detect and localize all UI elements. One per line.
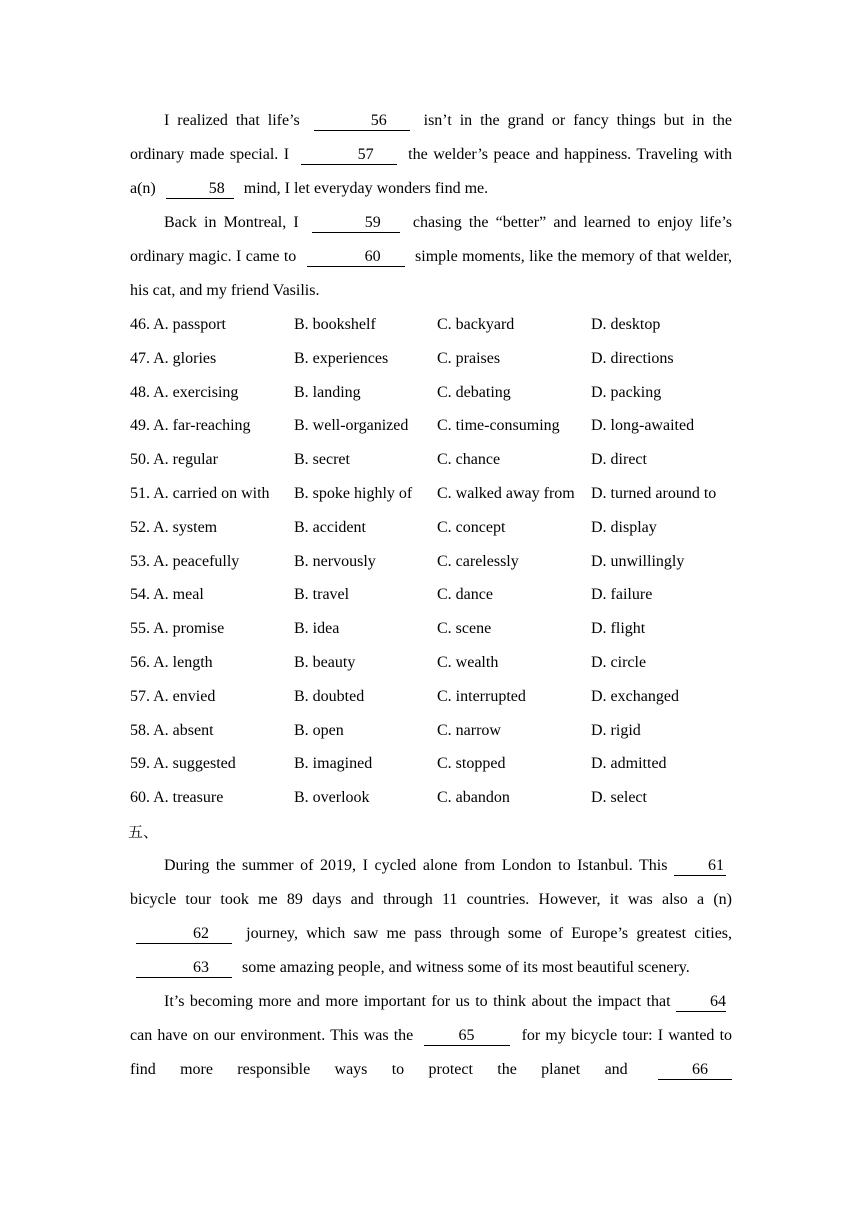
- blank-65: 65: [424, 1027, 510, 1046]
- option-c: C. wealth: [437, 653, 499, 671]
- text-segment: with a(n): [130, 146, 733, 197]
- text-segment: I wanted to find more responsible ways to protect the planet and: [130, 1026, 733, 1078]
- option-row: [130, 511, 732, 545]
- option-c: C. praises: [437, 349, 501, 367]
- option-c: C. abandon: [437, 789, 510, 807]
- option-d: D. flight: [591, 620, 646, 638]
- option-row: [130, 578, 732, 612]
- text-segment: simple moments, like the memory of that: [415, 248, 681, 265]
- option-row: [130, 545, 732, 579]
- text-segment: scenery.: [637, 958, 690, 976]
- text-segment: bicycle tour took me 89 days and through 11 countries. However, it was also: [130, 890, 688, 908]
- option-d: D. desktop: [591, 316, 661, 333]
- option-d: D. select: [591, 789, 647, 807]
- text-segment: chasing the “better” and learned to enjoy life’s: [412, 214, 732, 231]
- option-b: B. experiences: [294, 349, 389, 367]
- blank-59: 59: [312, 214, 400, 233]
- text-segment: the welder’s peace and happiness. Traveling: [408, 146, 699, 163]
- option-a: 51. A. carried on with: [130, 484, 270, 502]
- option-row: [130, 612, 732, 646]
- blank-62: 62: [136, 925, 232, 944]
- option-a: 58. A. absent: [130, 721, 214, 739]
- option-c: C. scene: [437, 620, 492, 638]
- text-segment: isn’t in the grand or fancy things but in the: [423, 112, 733, 129]
- option-b: B. secret: [294, 451, 350, 469]
- option-b: B. imagined: [294, 755, 373, 773]
- options-list: [130, 308, 732, 815]
- blank-60: 60: [307, 248, 405, 267]
- option-c: C. carelessly: [437, 552, 519, 570]
- option-d: D. rigid: [591, 721, 641, 739]
- passage-paragraph-1: [130, 104, 732, 206]
- text-segment: It’s becoming more and more important for us to think about the impact that: [164, 992, 671, 1010]
- blank-66: 66: [658, 1061, 732, 1080]
- option-c: C. backyard: [437, 316, 515, 333]
- option-row: [130, 342, 732, 376]
- blank-63: 63: [136, 959, 232, 978]
- option-d: D. exchanged: [591, 687, 679, 705]
- option-d: D. display: [591, 518, 657, 536]
- text-segment: mind, I let everyday wonders find me.: [243, 180, 489, 197]
- option-b: B. spoke highly of: [294, 484, 413, 502]
- option-row: [130, 308, 732, 342]
- text-segment: ordinary made special. I: [130, 146, 290, 163]
- option-c: C. walked away from: [437, 484, 575, 502]
- option-a: 46. A. passport: [130, 316, 226, 333]
- option-row: [130, 680, 732, 714]
- option-b: B. well-organized: [294, 417, 409, 435]
- passage-paragraph-2: [130, 206, 732, 308]
- option-a: 56. A. length: [130, 653, 213, 671]
- option-b: B. nervously: [294, 552, 376, 570]
- text-segment: journey, which saw me pass through some of Europe’s greatest: [246, 924, 687, 942]
- text-segment: for my bicycle tour:: [521, 1026, 653, 1044]
- option-a: 52. A. system: [130, 518, 218, 536]
- text-segment: some amazing people, and witness some of its most beautiful: [242, 958, 634, 976]
- text-segment: can have on our environment. This was the: [130, 1026, 414, 1044]
- option-a: 57. A. envied: [130, 687, 216, 705]
- option-row: [130, 376, 732, 410]
- option-d: D. admitted: [591, 755, 667, 773]
- text-segment: During the summer of 2019, I cycled alone from London to Istanbul. This: [164, 856, 668, 874]
- option-d: D. packing: [591, 383, 662, 401]
- option-b: B. open: [294, 721, 344, 739]
- option-a: 49. A. far-reaching: [130, 417, 251, 435]
- option-b: B. bookshelf: [294, 316, 376, 333]
- option-d: D. circle: [591, 653, 647, 671]
- option-row: [130, 443, 732, 477]
- blank-64: 64: [676, 993, 726, 1012]
- option-c: C. chance: [437, 451, 501, 469]
- blank-56: 56: [314, 112, 410, 131]
- blank-57: 57: [301, 146, 397, 165]
- option-d: D. directions: [591, 349, 674, 367]
- text-segment: cities,: [694, 924, 733, 942]
- option-row: [130, 409, 732, 443]
- option-b: B. overlook: [294, 789, 370, 807]
- option-c: C. dance: [437, 586, 493, 604]
- section5-paragraph-1: [130, 849, 732, 985]
- text-segment: a (n): [697, 890, 733, 908]
- option-a: 48. A. exercising: [130, 383, 239, 401]
- blank-61: 61: [674, 857, 726, 876]
- option-b: B. landing: [294, 383, 361, 401]
- option-d: D. direct: [591, 451, 647, 469]
- text-segment: Back in Montreal, I: [164, 214, 299, 231]
- text-segment: I realized that life’s: [164, 112, 300, 129]
- option-a: 50. A. regular: [130, 451, 218, 469]
- option-b: B. idea: [294, 620, 340, 638]
- section-heading: 五、: [128, 822, 159, 841]
- option-c: C. interrupted: [437, 687, 526, 705]
- option-a: 59. A. suggested: [130, 755, 236, 773]
- option-a: 47. A. glories: [130, 349, 217, 367]
- option-d: D. unwillingly: [591, 552, 685, 570]
- option-a: 55. A. promise: [130, 620, 225, 638]
- option-a: 54. A. meal: [130, 586, 204, 604]
- exam-page: [130, 104, 732, 1087]
- blank-58: 58: [166, 180, 234, 199]
- option-d: D. turned around to: [591, 484, 717, 502]
- option-b: B. travel: [294, 586, 350, 604]
- option-b: B. doubted: [294, 687, 365, 705]
- option-row: [130, 646, 732, 680]
- option-c: C. concept: [437, 518, 506, 536]
- option-a: 60. A. treasure: [130, 789, 224, 807]
- option-d: D. long-awaited: [591, 417, 695, 435]
- option-d: D. failure: [591, 586, 653, 604]
- text-segment: welder, his cat, and my friend Vasilis.: [130, 248, 733, 299]
- option-c: C. debating: [437, 383, 511, 401]
- option-b: B. accident: [294, 518, 366, 536]
- option-row: [130, 781, 732, 815]
- option-row: [130, 477, 732, 511]
- option-row: [130, 747, 732, 781]
- section5-paragraph-2: [130, 985, 732, 1087]
- option-c: C. stopped: [437, 755, 506, 773]
- option-b: B. beauty: [294, 653, 356, 671]
- option-a: 53. A. peacefully: [130, 552, 240, 570]
- option-row: [130, 714, 732, 748]
- text-segment: ordinary magic. I came to: [130, 248, 297, 265]
- option-c: C. time-consuming: [437, 417, 560, 435]
- option-c: C. narrow: [437, 721, 501, 739]
